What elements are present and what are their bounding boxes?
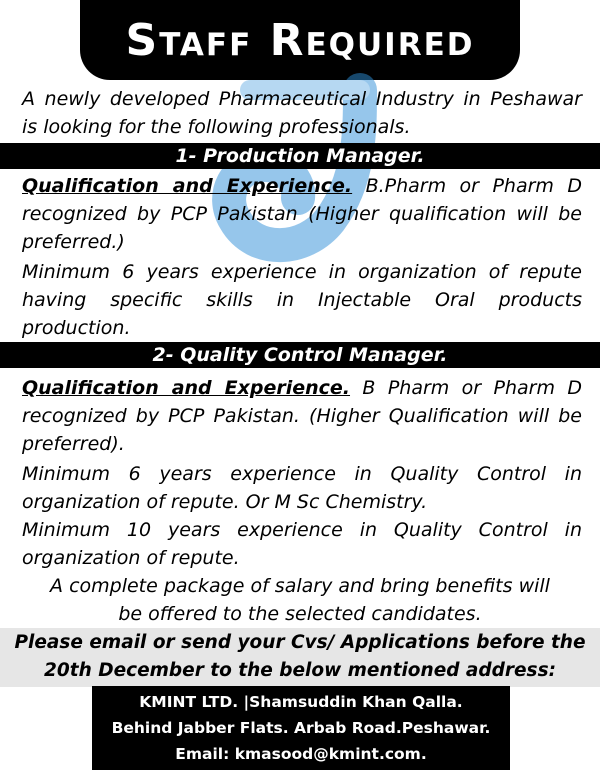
production-qualification xyxy=(22,172,582,256)
address-box xyxy=(92,686,510,770)
address-email: Email: kmasood@kmint.com. xyxy=(175,745,427,763)
qualification-text: B.Pharm or Pharm D recognized by PCP Pakistan (Higher qualification will be preferred.) xyxy=(22,175,582,253)
intro-text: A newly developed Pharmaceutical Industry in Peshawar is looking for the following professionals. xyxy=(22,88,582,138)
qc-experience-1: Minimum 6 years experience in Quality Control in organization of repute. Or M Sc Chemistry. xyxy=(22,463,582,513)
qualification-label: Qualification and Experience. xyxy=(22,175,353,197)
page-title: Staff Required xyxy=(80,0,520,80)
qualification-label: Qualification and Experience. xyxy=(22,377,351,399)
package-text: A complete package of salary and bring benefits will be offered to the selected candidates. xyxy=(50,575,550,625)
apply-line-1: Please email or send your Cvs/ Applications before the xyxy=(14,632,586,653)
apply-instructions xyxy=(0,628,600,687)
qc-experience-2: Minimum 10 years experience in Quality Control in organization of repute. xyxy=(22,519,582,569)
qc-qualification xyxy=(22,374,582,458)
production-experience: Minimum 6 years experience in organization of repute having specific skills in Injectable Oral products production. xyxy=(22,261,582,339)
position-heading-quality-control-manager: 2- Quality Control Manager. xyxy=(0,342,600,368)
position-heading-production-manager: 1- Production Manager. xyxy=(0,143,600,169)
apply-line-2: 20th December to the below mentioned address: xyxy=(44,660,556,681)
address-line-1: KMINT LTD. |Shamsuddin Khan Qalla. xyxy=(139,693,463,711)
qualification-text: B Pharm or Pharm D recognized by PCP Pakistan. (Higher Qualification will be preferred). xyxy=(22,377,582,455)
address-line-2: Behind Jabber Flats. Arbab Road.Peshawar. xyxy=(111,719,491,737)
